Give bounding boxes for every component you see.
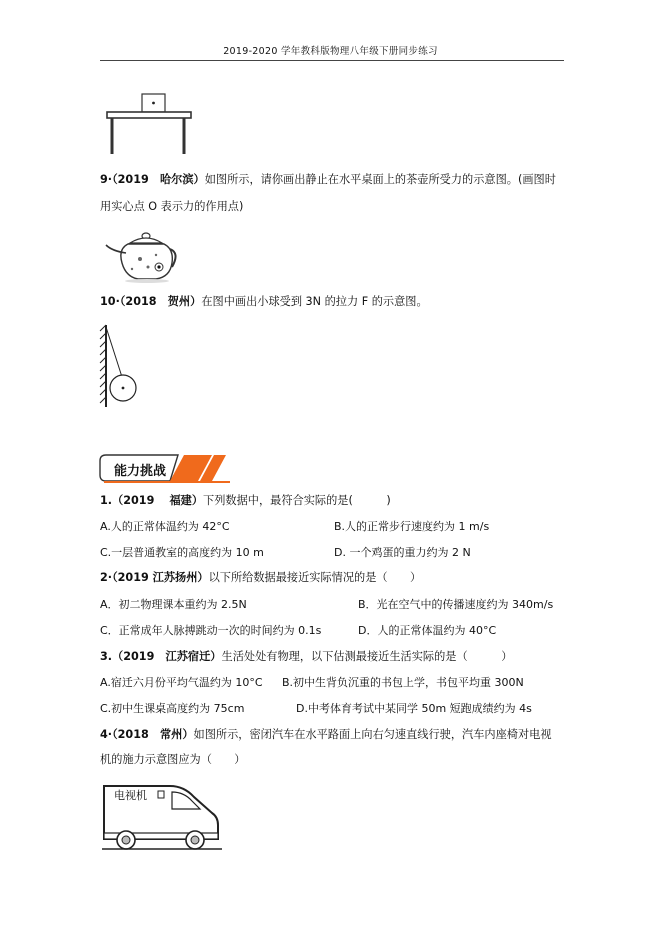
c1-option-c: C.一层普通教室的高度约为 10 m [100, 546, 264, 559]
c2-option-b: B．光在空气中的传播速度约为 340m/s [358, 598, 554, 611]
c1-stem: 1.（2019 福建）下列数据中，最符合实际的是( ) [100, 494, 391, 507]
q9-line1: 9·（2019 哈尔滨）如图所示，请你画出静止在水平桌面上的茶壶所受力的示意图。(画图时 [100, 173, 556, 186]
q9-line2: 用实心点 O 表示力的作用点) [100, 200, 244, 213]
c2-stem: 2·（2019 江苏扬州）以下所给数据最接近实际情况的是（ ） [100, 571, 422, 584]
c1-option-b: B.人的正常步行速度约为 1 m/s [334, 520, 490, 533]
teapot-figure [104, 231, 184, 286]
c3-option-b: B.初中生背负沉重的书包上学，书包平均重 300N [282, 676, 524, 689]
c2-option-d: D．人的正常体温约为 40°C [358, 624, 497, 637]
c3-option-a: A.宿迁六月份平均气温约为 10°C [100, 676, 263, 689]
c1-option-d: D. 一个鸡蛋的重力约为 2 N [334, 546, 471, 559]
page-header: 2019-2020 学年教科版物理八年级下册同步练习 [223, 46, 438, 57]
section-title: 能力挑战 [114, 464, 167, 479]
van-tv-label: 电视机 [114, 789, 147, 802]
q10-line: 10·（2018 贺州）在图中画出小球受到 3N 的拉力 F 的示意图。 [100, 295, 428, 308]
c3-option-c: C.初中生课桌高度约为 75cm [100, 702, 245, 715]
table-with-block-figure [105, 90, 195, 160]
c4-line1: 4·（2018 常州）如图所示，密闭汽车在水平路面上向右匀速直线行驶，汽车内座椅对电视 [100, 728, 552, 741]
header-divider [100, 60, 564, 61]
c2-option-a: A．初二物理课本重约为 2.5N [100, 598, 247, 611]
c1-option-a: A.人的正常体温约为 42°C [100, 520, 230, 533]
c4-line2: 机的施力示意图应为（ ） [100, 753, 246, 766]
pendulum-wall-figure [100, 325, 145, 410]
c3-option-d: D.中考体育考试中某同学 50m 短跑成绩约为 4s [296, 702, 532, 715]
c2-option-c: C．正常成年人脉搏跳动一次的时间约为 0.1s [100, 624, 322, 637]
c3-stem: 3.（2019 江苏宿迁）生活处处有物理，以下估测最接近生活实际的是（ ） [100, 650, 513, 663]
